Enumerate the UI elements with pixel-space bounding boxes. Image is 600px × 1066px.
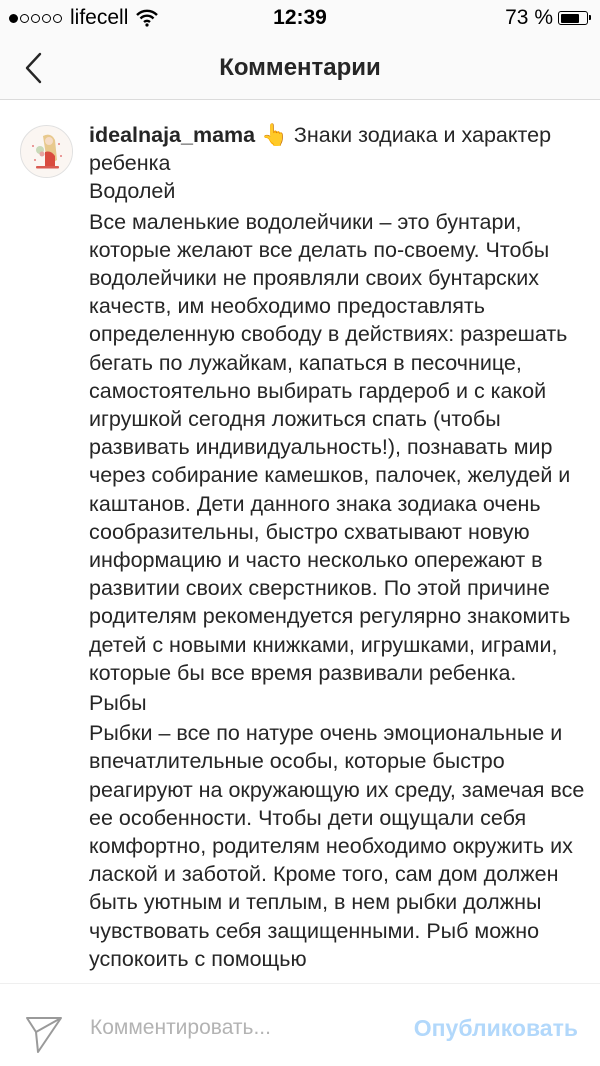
- battery-percent: 73 %: [505, 6, 553, 29]
- comment-composer: [0, 983, 600, 1066]
- avatar-illustration-icon: [21, 126, 73, 178]
- comment-username[interactable]: idealnaja_mama: [89, 123, 256, 147]
- comment-paragraph: Водолей: [89, 179, 176, 204]
- page-title: Комментарии: [219, 53, 381, 81]
- publish-button[interactable]: Опубликовать: [414, 1010, 578, 1046]
- comments-list[interactable]: [0, 101, 600, 983]
- comment-paragraph: Все маленькие водолейчики – это бунтари, которые желают все делать по-своему. Чтобы водолейчики не проявляли своих бунтарских качеств, им необходимо предоставлять определенную свободу в действиях: разрешать бегать по лужайкам, капаться в песочнице, самостоятельно выбирать гардероб и с какой игрушкой сегодня ложиться спать (чтобы развивать индивидуальность!), познавать мир через собирание камешков, палочек, желудей и каштанов. Дети данного знака зодиака очень сообразительны, быстро схватывают новую информацию и часто несколько опережают в развитии своих сверстников. По этой причине родителям рекомендуется регулярно знакомить детей с новыми книжками, игрушками, играми, которые бы все время развивали ребенка.: [89, 209, 571, 685]
- signal-strength-icon: [9, 14, 62, 23]
- carrier-name: lifecell: [70, 6, 129, 29]
- nav-bar: [0, 36, 600, 100]
- back-button[interactable]: [18, 50, 48, 86]
- comment-body: [89, 121, 590, 973]
- avatar[interactable]: [20, 125, 73, 178]
- pointing-up-emoji-icon: 👆: [261, 123, 288, 147]
- comment-paragraph: Рыбы: [89, 691, 147, 716]
- status-right: [505, 6, 588, 30]
- clock: 12:39: [273, 6, 327, 29]
- status-bar: [0, 0, 600, 36]
- comment-title: Знаки зодиака и характер ребенка: [89, 123, 552, 176]
- chevron-left-icon: [24, 52, 42, 84]
- send-icon[interactable]: [24, 1014, 64, 1054]
- battery-icon: [558, 11, 588, 25]
- comment-input[interactable]: [90, 1010, 360, 1046]
- wifi-icon: [136, 9, 158, 27]
- status-left: [9, 6, 158, 30]
- comment-paragraph: Рыбки – все по натуре очень эмоциональные и впечатлительные особы, которые быстро реагируют на окружающую их среду, замечая все ее особенности. Чтобы дети ощущали себя комфортно, родителям необходимо окружить их лаской и заботой. Кроме того, сам дом должен быть уютным и теплым, в нем рыбки должны чувствовать себя защищенными. Рыб можно успокоить с помощью: [89, 721, 585, 971]
- comment-item: [0, 101, 600, 973]
